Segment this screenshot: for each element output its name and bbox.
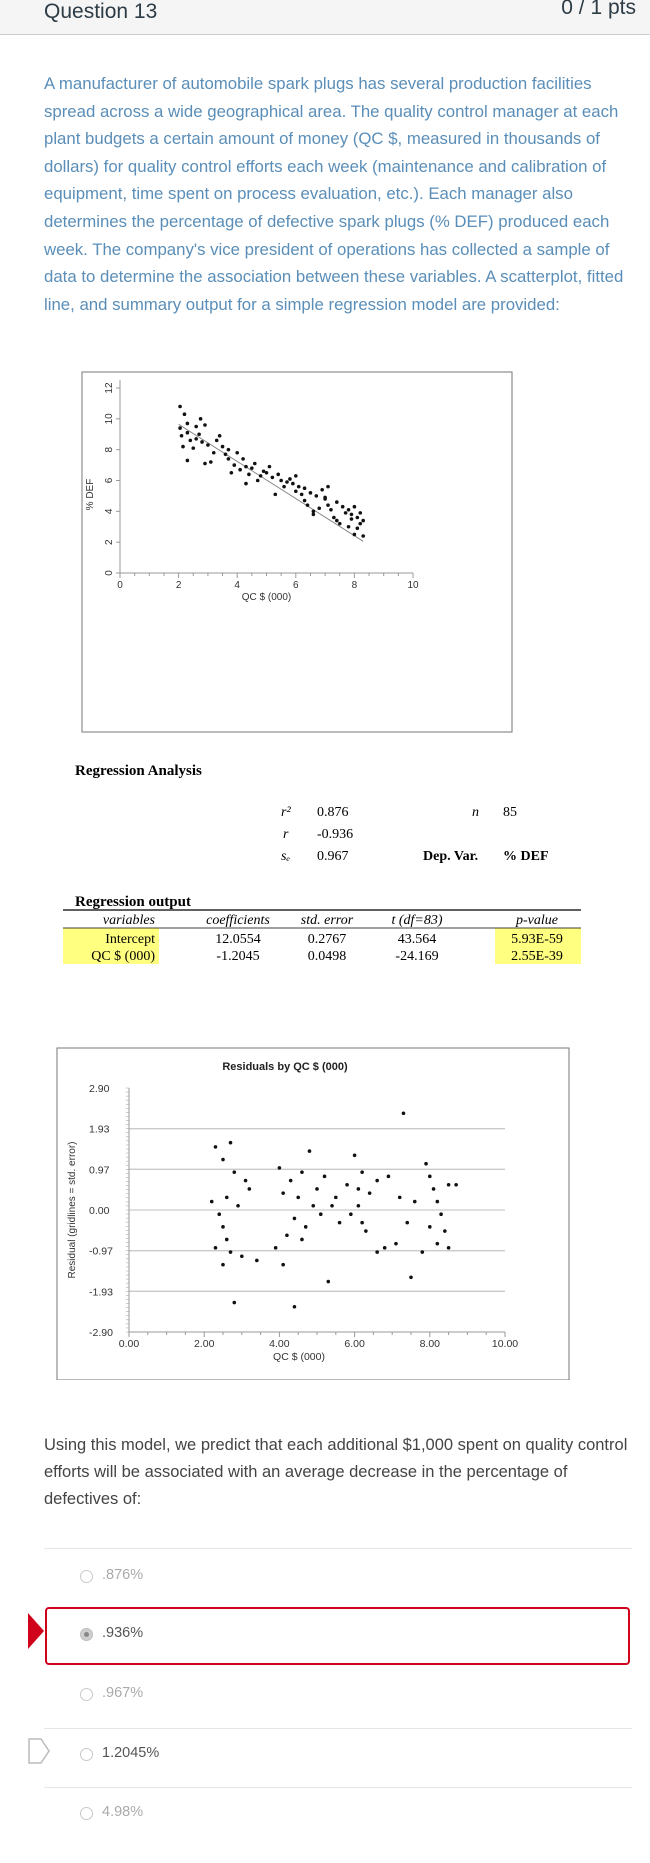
answer-label-2: .936% [102,1625,144,1641]
residual-point [428,1175,432,1179]
residual-point [315,1187,319,1191]
scatter-point [250,466,254,470]
scatter-point [350,513,354,517]
scatter-point [244,465,248,469]
residual-point [436,1242,440,1246]
row-qc-coef: -1.2045 [216,949,260,964]
scatter-x-tick-label: 2 [175,580,182,591]
scatter-x-tick-label: 6 [293,580,299,591]
residual-point [232,1301,236,1305]
scatter-point [186,422,190,426]
answer-label-5: 4.98% [102,1804,144,1820]
answer-option-3[interactable] [44,1673,632,1723]
scatter-point [335,519,339,523]
scatter-point [244,482,248,486]
scatter-point [317,506,321,510]
residual-point [221,1263,225,1267]
residual-point [383,1246,387,1250]
residual-y-tick-label: -2.90 [89,1327,113,1339]
scatter-point [189,439,193,443]
residual-x-tick-label: 2.00 [193,1338,215,1350]
residual-point [210,1200,214,1204]
row-qc-p: 2.55E-39 [511,949,563,964]
scatter-point [329,508,333,512]
scatter-point [181,445,185,449]
residual-point [349,1212,353,1216]
scatter-point [297,485,301,489]
row-qc-variable: QC $ (000) [91,949,155,964]
scatter-point [294,489,298,493]
scatter-point [356,516,360,520]
residual-x-tick-label: 6.00 [344,1338,365,1350]
residual-point [424,1162,428,1166]
scatter-point [332,516,336,520]
residual-point [360,1221,364,1225]
residual-point [360,1170,364,1174]
scatter-point [285,480,289,484]
dep-var-label: Dep. Var. [423,849,479,864]
scatter-point [361,534,365,538]
scatter-point [180,434,184,438]
residual-point [236,1204,240,1208]
scatter-point [194,437,198,441]
scatter-point [221,445,225,449]
regression-heading: Regression Analysis [75,763,202,779]
residual-point [375,1179,379,1183]
scatter-point [247,473,251,477]
row-intercept-p: 5.93E-59 [511,932,563,947]
n-label: n [472,805,479,820]
scatter-y-axis-label: % DEF [85,478,96,511]
scatter-point [253,462,257,466]
residual-point [387,1175,391,1179]
scatter-point [203,423,207,427]
residual-point [357,1187,361,1191]
regression-output-heading: Regression output [75,894,191,910]
residual-point [217,1212,221,1216]
dep-var-value: % DEF [503,849,549,864]
residual-point [394,1242,398,1246]
scatter-point [353,505,357,509]
scatter-point [178,405,182,409]
residual-y-tick-label: 1.93 [89,1123,110,1136]
scatter-point [178,426,182,430]
scatter-point [356,526,360,530]
residual-point [334,1196,338,1200]
residual-point [405,1221,409,1225]
residual-point [420,1250,424,1254]
scatter-point [303,499,307,503]
residual-point [402,1111,406,1115]
answer-separator [44,1548,632,1549]
residual-point [308,1149,312,1153]
scatter-y-tick-label: 8 [104,446,115,453]
answer-option-4[interactable] [44,1733,632,1783]
residual-point [248,1187,252,1191]
scatter-point [227,448,231,452]
scatter-point [218,434,222,438]
scatter-frame [82,372,512,732]
residual-point [375,1250,379,1254]
answer-label-1: .876% [102,1567,144,1583]
row-intercept-variable: Intercept [105,932,155,947]
residual-point [319,1212,323,1216]
answer-label-4: 1.2045% [102,1745,160,1761]
residual-point [293,1217,297,1221]
residual-y-tick-label: 0.00 [89,1205,110,1217]
scatter-point [273,493,277,497]
answer-option-2[interactable] [44,1613,632,1663]
scatter-point [268,465,272,469]
scatter-point [347,525,351,529]
scatter-point [361,519,365,523]
scatter-point [186,431,190,435]
scatter-point [203,462,207,466]
residual-x-axis-label: QC $ (000) [273,1351,325,1363]
question-points: 0 / 1 pts [561,0,636,19]
residual-point [311,1204,315,1208]
residual-point [338,1221,342,1225]
residual-point [409,1276,413,1280]
scatter-point [326,485,330,489]
residual-point [293,1305,297,1309]
regression-figure [55,370,595,1380]
r-label: r [283,827,289,842]
scatter-point [300,493,304,497]
residual-point [300,1238,304,1242]
scatter-point [358,511,362,515]
scatter-x-axis-label: QC $ (000) [241,592,292,603]
scatter-point [315,494,319,498]
answer-separator [44,1787,632,1788]
n-value: 85 [503,805,517,820]
scatter-point [312,513,316,517]
residual-point [436,1200,440,1204]
scatter-point [256,479,260,483]
scatter-point [312,510,316,514]
answer-radio-3[interactable] [80,1688,93,1701]
scatter-point [230,471,234,475]
residual-point [225,1238,229,1242]
col-coefficients: coefficients [206,913,270,928]
residual-x-tick-label: 4.00 [269,1338,290,1350]
row-intercept-se: 0.2767 [307,932,347,947]
scatter-point [200,440,204,444]
scatter-point [224,452,228,456]
scatter-point [282,485,286,489]
se-value: 0.967 [317,849,349,864]
answer-radio-1[interactable] [80,1570,93,1583]
col-t-stat: t (df=83) [391,913,443,928]
scatter-y-tick-label: 6 [104,477,115,484]
residual-point [454,1183,458,1187]
r2-label: r² [281,805,291,820]
residual-point [232,1170,236,1174]
residual-point [281,1263,285,1267]
residual-point [229,1250,233,1254]
residual-y-tick-label: 2.90 [89,1083,110,1095]
question-prompt: A manufacturer of automobile spark plugs has several production facilities spread across a wide geographical area. The quality control manager at each plant budgets a certain amount of money (QC $, measured in thousands of dollars) for quality control efforts each week (maintenance and calibration of equipment, time spent on process evaluation, etc.). Each manager also determines the percentage of defective spark plugs (% DEF) produced each week. The company's vice president of operations has collected a sample of data to determine the association between these variables. A scatterplot, fitted line, and summary output for a simple regression model are provided: [44,74,624,314]
scatter-point [238,468,242,472]
scatter-point [358,522,362,526]
row-qc-t: -24.169 [395,949,439,964]
residual-frame [57,1048,569,1380]
col-std-error: std. error [300,913,354,928]
residual-x-tick-label: 8.00 [419,1338,441,1350]
residual-point [443,1229,447,1233]
residual-point [229,1141,233,1145]
r2-value: 0.876 [317,805,349,820]
residual-point [296,1196,300,1200]
scatter-point [309,491,313,495]
residual-point [398,1196,402,1200]
residual-point [281,1191,285,1195]
scatter-point [259,474,263,478]
residual-point [285,1233,289,1237]
incorrect-answer-flag [28,1613,44,1649]
scatter-point [338,522,342,526]
col-variables: variables [102,913,155,928]
residual-y-tick-label: -0.97 [89,1245,113,1258]
scatter-point [294,474,298,478]
answer-radio-5[interactable] [80,1807,93,1820]
scatter-point [209,460,213,464]
scatter-point [279,479,283,483]
scatter-point [227,457,231,461]
scatter-point [326,503,330,507]
row-intercept-coef: 12.0554 [215,932,261,947]
residual-point [345,1183,349,1187]
scatter-point [212,451,216,455]
scatter-point [271,476,275,480]
scatter-point [197,432,201,436]
residual-point [357,1204,361,1208]
residual-y-tick-label: -1.93 [89,1286,113,1299]
scatter-point [191,446,195,450]
scatter-point [288,477,292,481]
residual-x-tick-label: 0.00 [118,1338,140,1350]
residual-point [364,1229,368,1233]
residual-point [300,1170,304,1174]
scatter-point [320,488,324,492]
residual-point [278,1166,282,1170]
scatter-point [323,497,327,501]
scatter-point [199,417,203,421]
residual-y-tick-label: 0.97 [89,1164,110,1177]
scatter-x-tick-label: 8 [351,580,358,591]
row-intercept-t: 43.564 [397,932,437,947]
residual-point [326,1280,330,1284]
scatter-point [344,511,348,515]
residual-point [240,1254,244,1258]
scatter-point [341,505,345,509]
residual-point [225,1196,229,1200]
scatter-y-tick-label: 12 [104,382,115,394]
residual-point [413,1200,417,1204]
residual-point [214,1246,218,1250]
scatter-y-tick-label: 0 [104,570,115,576]
residual-point [432,1187,436,1191]
residual-point [255,1259,259,1263]
scatter-point [347,508,351,512]
question-title: Question 13 [44,0,158,23]
r-value: -0.936 [317,827,354,842]
scatter-point [235,451,239,455]
residual-point [447,1183,451,1187]
scatter-point [206,443,210,447]
residual-point [244,1179,248,1183]
residual-point [368,1191,372,1195]
residual-point [274,1246,278,1250]
question-text: Using this model, we predict that each additional $1,000 spent on quality control efforts will be associated with an average decrease in the percentage of defectives of: [44,1436,628,1508]
residual-title: Residuals by QC $ (000) [222,1061,348,1073]
scatter-x-tick-label: 0 [117,580,123,591]
residual-point [214,1145,218,1149]
residual-point [439,1212,443,1216]
scatter-point [232,463,236,467]
scatter-y-tick-label: 2 [104,539,115,545]
residual-y-axis-label: Residual (gridlines = std. error) [67,1141,78,1279]
scatter-point [350,517,354,521]
scatter-point [215,439,219,443]
scatter-point [353,533,357,537]
scatter-point [303,486,307,490]
residual-point [323,1175,327,1179]
scatter-point [291,482,295,486]
answer-option-1[interactable] [44,1555,632,1605]
answer-radio-2[interactable] [80,1628,93,1641]
scatter-point [186,459,190,463]
scatter-y-tick-label: 10 [104,413,115,425]
residual-point [304,1225,308,1229]
residual-point [221,1158,225,1162]
scatter-point [335,500,339,504]
scatter-y-tick-label: 4 [104,508,115,515]
scatter-point [306,503,310,507]
residual-x-tick-label: 10.00 [491,1338,519,1350]
answer-option-5[interactable] [44,1792,632,1842]
answer-separator [44,1728,632,1729]
scatter-x-tick-label: 4 [234,580,240,591]
scatter-point [241,457,245,461]
residual-point [353,1154,357,1158]
question-header [0,0,650,35]
residual-point [221,1225,225,1229]
col-p-value: p-value [516,913,558,928]
row-qc-se: 0.0498 [307,949,347,964]
residual-point [289,1179,293,1183]
residual-point [447,1246,451,1250]
scatter-point [183,412,187,416]
scatter-point [265,471,269,475]
scatter-x-tick-label: 10 [407,580,419,591]
scatter-point [276,473,280,477]
answer-label-3: .967% [102,1685,144,1701]
residual-point [428,1225,432,1229]
answer-radio-4[interactable] [80,1748,93,1761]
se-label: sₑ [281,849,291,864]
residual-point [330,1204,334,1208]
scatter-point [194,425,198,429]
